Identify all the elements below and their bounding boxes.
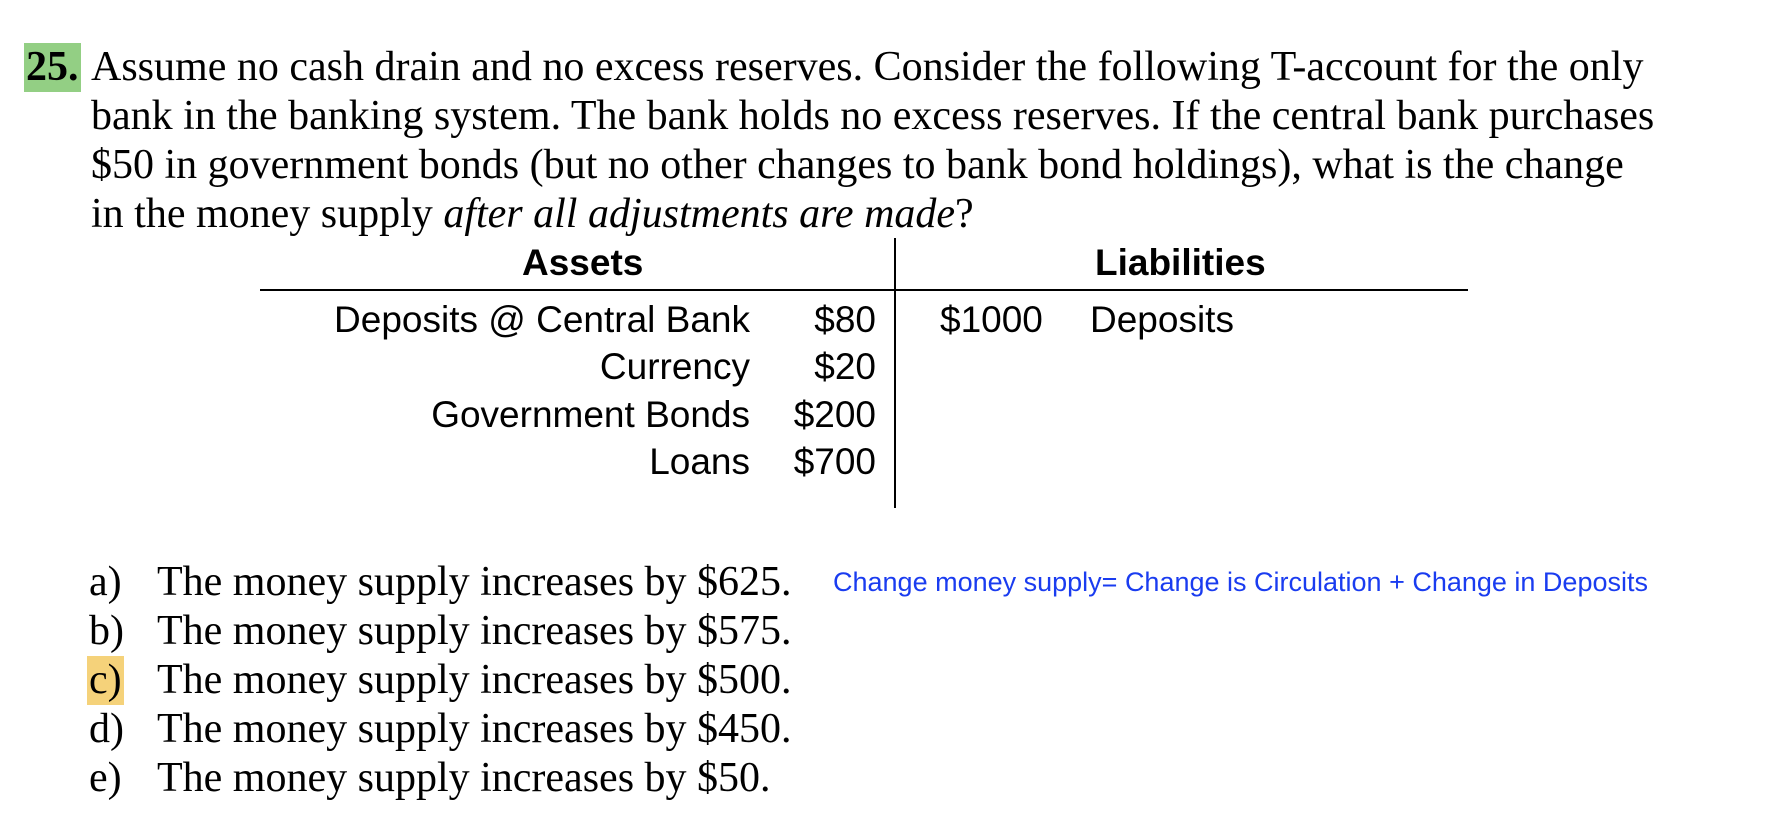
question-line-1: Assume no cash drain and no excess reserves. Consider the following T-account for the only: [91, 44, 1644, 90]
t-account-horizontal-rule: [260, 289, 1468, 291]
option-letter: e): [89, 755, 122, 801]
asset-row: [260, 440, 890, 484]
option-letter-highlighted: c): [89, 657, 122, 703]
liability-label: Deposits: [1090, 299, 1234, 340]
option-text: The money supply increases by $50.: [157, 755, 771, 801]
asset-amount: $200: [793, 394, 876, 435]
question-line-4: [91, 190, 1731, 239]
question-line-2: bank in the banking system. The bank holds no excess reserves. If the central bank purchases: [91, 93, 1655, 139]
assets-header: Assets: [522, 242, 644, 283]
liabilities-header: Liabilities: [1095, 242, 1266, 283]
question-emphasis: after all adjustments are made: [443, 191, 956, 237]
question-text: [91, 43, 1731, 239]
option-letter: b): [89, 608, 124, 654]
option-text: The money supply increases by $625.: [157, 559, 792, 605]
question-line-3: $50 in government bonds (but no other changes to bank bond holdings), what is the change: [91, 142, 1624, 188]
question-line-4-prefix: in the money supply: [91, 191, 444, 237]
handwritten-note: Change money supply= Change is Circulation + Change in Deposits: [833, 567, 1648, 597]
asset-row: [260, 298, 890, 342]
question-line-4-suffix: ?: [955, 191, 974, 237]
t-account: [260, 238, 1468, 508]
asset-amount: $700: [793, 441, 876, 482]
asset-label: Currency: [599, 346, 750, 387]
asset-label: Deposits @ Central Bank: [334, 299, 750, 340]
asset-amount: $80: [814, 299, 876, 340]
t-account-vertical-rule: [894, 238, 896, 508]
question-number: 25.: [26, 44, 79, 90]
liability-amount: $1000: [940, 299, 1043, 340]
option-text: The money supply increases by $450.: [157, 706, 792, 752]
option-letter: d): [89, 706, 124, 752]
option-text: The money supply increases by $500.: [157, 657, 792, 703]
liability-row: [940, 298, 1460, 342]
asset-label: Government Bonds: [431, 394, 750, 435]
option-text: The money supply increases by $575.: [157, 608, 792, 654]
asset-amount: $20: [814, 346, 876, 387]
asset-row: [260, 345, 890, 389]
option-letter: a): [89, 559, 122, 605]
asset-row: [260, 393, 890, 437]
asset-label: Loans: [649, 441, 750, 482]
